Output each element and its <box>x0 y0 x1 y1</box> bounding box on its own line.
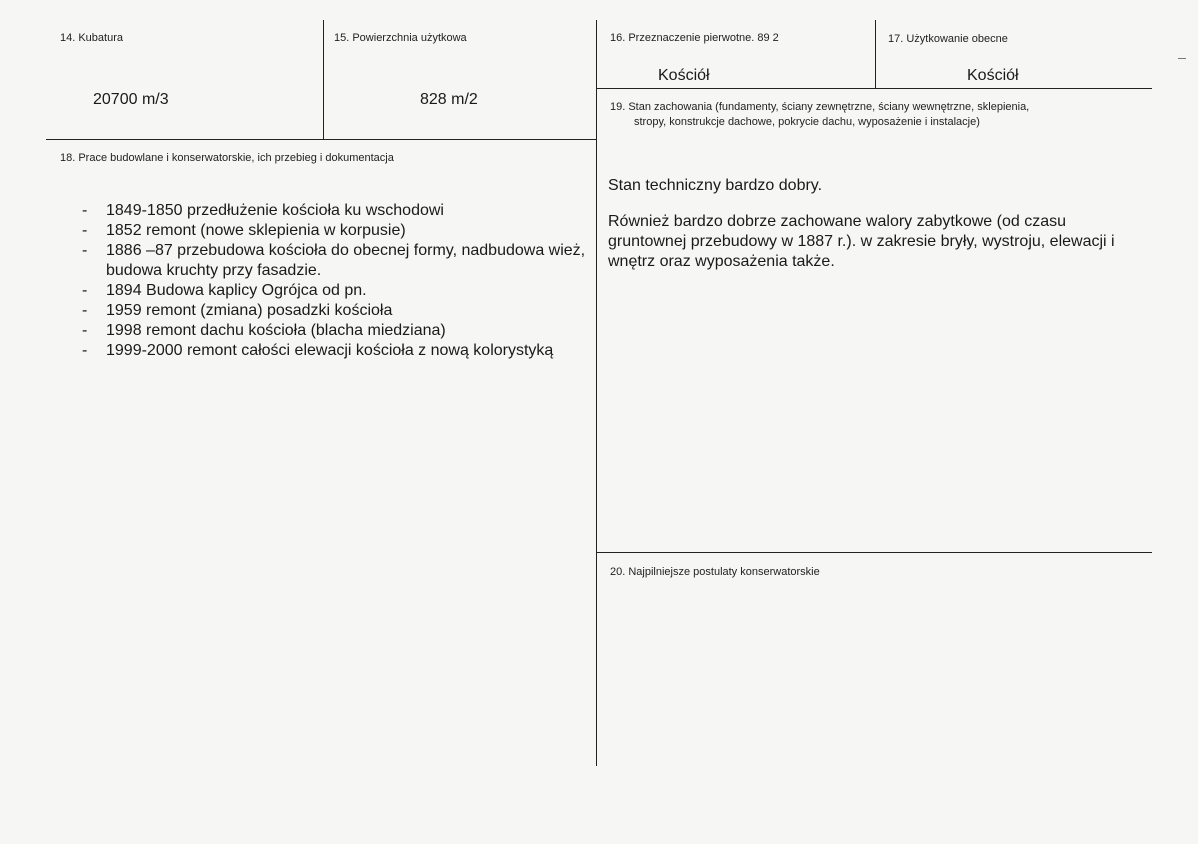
divider-14-15 <box>323 20 324 139</box>
condition-details: Również bardzo dobrze zachowane walory zabytkowe (od czasu gruntownej przebudowy w 1887 r.). w zakresie bryły, wystroju, elewacji i wnętrz oraz wyposażenia także. <box>608 213 1115 270</box>
list-item <box>82 281 592 301</box>
divider-center <box>596 20 597 766</box>
field-14-value: 20700 m/3 <box>93 91 169 108</box>
field-17-value: Kościół <box>967 67 1019 84</box>
field-16-label: 16. Przeznaczenie pierwotne. 89 2 <box>610 32 779 44</box>
field-15-value: 828 m/2 <box>420 91 478 108</box>
list-dash: - <box>82 342 88 359</box>
divider-16-17 <box>875 20 876 88</box>
list-item-text: 1886 –87 przebudowa kościoła do obecnej formy, nadbudowa wież, budowa kruchty przy fasadzie. <box>106 242 586 279</box>
list-dash: - <box>82 322 88 339</box>
list-item-text: 1998 remont dachu kościoła (blacha miedziana) <box>106 322 446 339</box>
field-18-label: 18. Prace budowlane i konserwatorskie, ich przebieg i dokumentacja <box>60 152 394 164</box>
list-item <box>82 341 592 361</box>
list-item <box>82 301 592 321</box>
field-15-label: 15. Powierzchnia użytkowa <box>334 32 467 44</box>
list-dash: - <box>82 242 88 259</box>
field-14-label: 14. Kubatura <box>60 32 123 44</box>
field-19-label <box>610 100 1150 130</box>
list-dash: - <box>82 282 88 299</box>
condition-summary: Stan techniczny bardzo dobry. <box>608 177 823 194</box>
field-16-value: Kościół <box>658 67 710 84</box>
divider-row-16-17 <box>596 88 1152 89</box>
list-dash: - <box>82 222 88 239</box>
list-dash: - <box>82 302 88 319</box>
list-item <box>82 221 592 241</box>
list-item <box>82 321 592 341</box>
divider-row-20 <box>596 552 1152 553</box>
field-20-label: 20. Najpilniejsze postulaty konserwatorskie <box>610 566 820 578</box>
list-item <box>82 201 592 221</box>
divider-row-18 <box>46 139 596 140</box>
field-19-label-line2: stropy, konstrukcje dachowe, pokrycie dachu, wyposażenie i instalacje) <box>634 116 980 128</box>
field-19-label-line1: 19. Stan zachowania (fundamenty, ściany zewnętrzne, ściany wewnętrzne, sklepienia, <box>610 101 1030 113</box>
scan-mark <box>1178 58 1186 59</box>
list-item-text: 1999-2000 remont całości elewacji kościoła z nową kolorystyką <box>106 342 554 359</box>
list-dash: - <box>82 202 88 219</box>
list-item-text: 1849-1850 przedłużenie kościoła ku wschodowi <box>106 202 444 219</box>
list-item <box>82 241 592 281</box>
works-list <box>82 201 592 361</box>
list-item-text: 1894 Budowa kaplicy Ogrójca od pn. <box>106 282 367 299</box>
list-item-text: 1852 remont (nowe sklepienia w korpusie) <box>106 222 406 239</box>
field-17-label: 17. Użytkowanie obecne <box>888 33 1008 45</box>
list-item-text: 1959 remont (zmiana) posadzki kościoła <box>106 302 393 319</box>
